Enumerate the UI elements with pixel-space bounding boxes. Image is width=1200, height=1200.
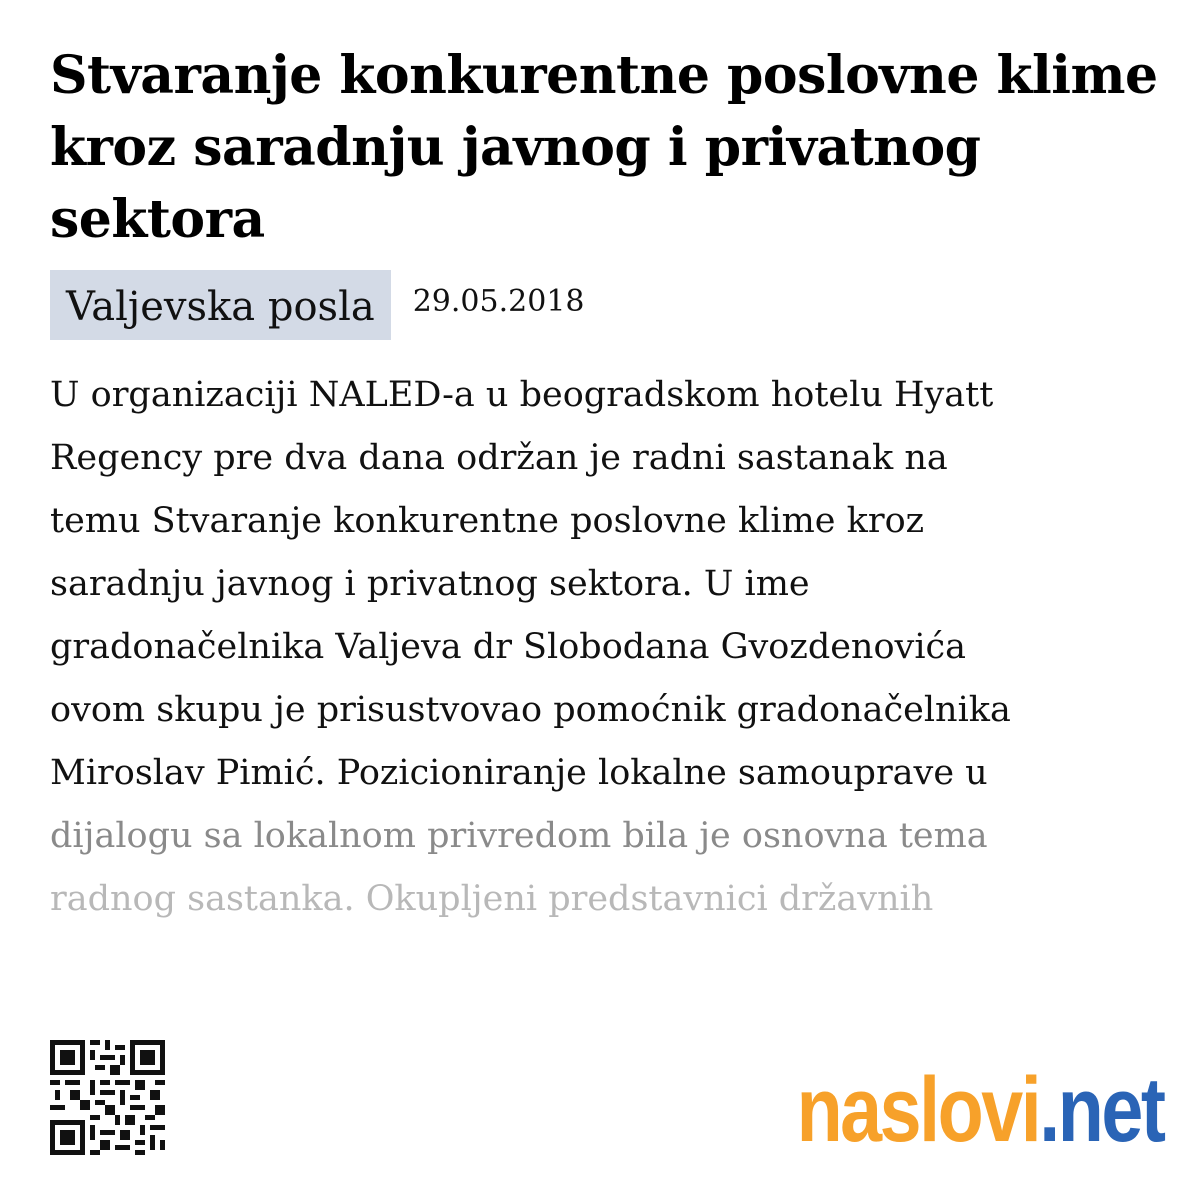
article-card (50, 40, 1160, 931)
body-line: Miroslav Pimić. Pozicioniranje lokalne samouprave u (50, 753, 988, 793)
body-line: temu Stvaranje konkurentne poslovne klime kroz (50, 501, 925, 541)
body-line-faded: radnog sastanka. Okupljeni predstavnici državnih (50, 879, 934, 919)
body-line: gradonačelnika Valjeva dr Slobodana Gvozdenovića (50, 627, 966, 667)
brand-name: naslovi (796, 1059, 1040, 1161)
body-line: U organizaciji NALED-a u beogradskom hotelu Hyatt (50, 375, 994, 415)
qr-code-icon (50, 1040, 165, 1155)
publish-date: 29.05.2018 (412, 284, 585, 319)
brand-tld: .net (1039, 1059, 1164, 1161)
body-line: ovom skupu je prisustvovao pomoćnik gradonačelnika (50, 690, 1011, 730)
body-line: saradnju javnog i privatnog sektora. U ime (50, 564, 810, 604)
source-badge[interactable]: Valjevska posla (50, 270, 391, 340)
body-line-faded: dijalogu sa lokalnom privredom bila je osnovna tema (50, 816, 988, 856)
article-meta (50, 270, 1160, 340)
article-title: Stvaranje konkurentne poslovne klime kroz saradnju javnog i privatnog sektora (50, 45, 1158, 250)
article-body (50, 364, 1170, 931)
body-line: Regency pre dva dana održan je radni sastanak na (50, 438, 948, 478)
naslovi-net-logo[interactable] (797, 1060, 1164, 1160)
